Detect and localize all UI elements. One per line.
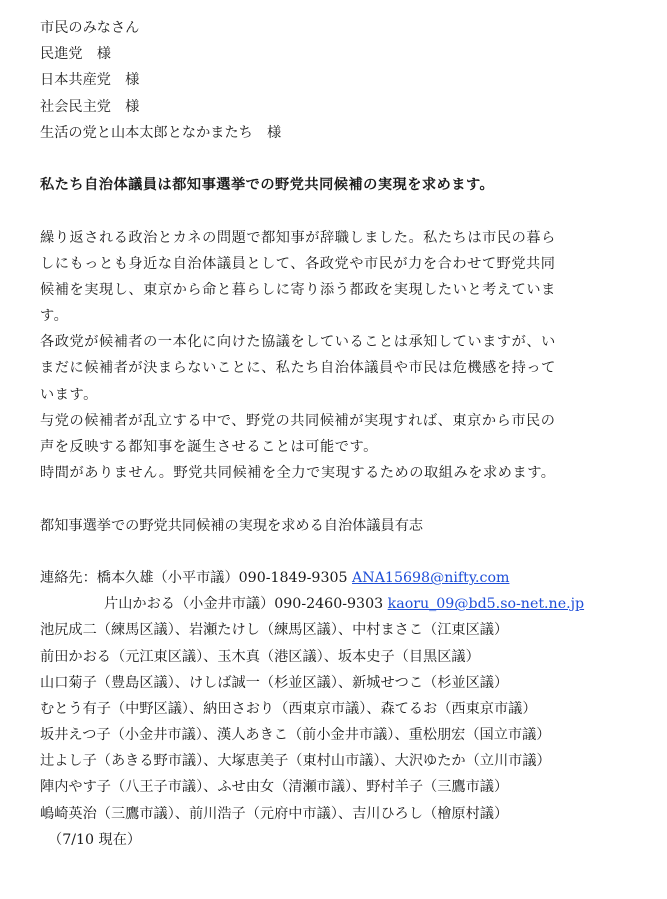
contact-line: [40, 565, 640, 591]
recipient-line: 日本共産党 様: [40, 72, 140, 89]
contact-prefix: 連絡先：: [40, 569, 97, 586]
contact-line: [40, 591, 640, 617]
recipient-line: 民進党 様: [40, 46, 111, 63]
recipient-line: 市民のみなさん: [40, 20, 140, 36]
signer-line: 辻よし子（あきる野市議）、大塚恵美子（東村山市議）、大沢ゆたか（立川市議）: [40, 753, 551, 770]
signer-line: 池尻成二（練馬区議）、岩瀬たけし（練馬区議）、中村まさこ（江東区議）: [40, 622, 509, 639]
body-line: 各政党が候補者の一本化に向けた協議をしていることは承知していますが、い: [40, 334, 556, 351]
spacer: [40, 486, 640, 512]
signer-line: 坂井えつ子（小金井市議）、漢人あきこ（前小金井市議）、重松朋宏（国立市議）: [40, 727, 551, 744]
spacer: [40, 198, 640, 224]
signer-line: 前田かおる（元江東区議）、玉木真（港区議）、坂本史子（目黒区議）: [40, 648, 480, 665]
body-line: 候補を実現し、東京から命と暮らしに寄り添う都政を実現したいと考えていま: [40, 281, 556, 298]
contact-text: 片山かおる（小金井市議）090-2460-9303: [104, 596, 388, 613]
body-line: 与党の候補者が乱立する中で、野党の共同候補が実現すれば、東京から市民の: [40, 412, 556, 429]
contact-text: 橋本久雄（小平市議）090-1849-9305: [96, 569, 353, 586]
body-line: しにもっとも身近な自治体議員として、各政党や市民が力を合わせて野党共同: [40, 255, 556, 272]
body-line: す。: [40, 308, 69, 325]
statement-heading: 私たち自治体議員は都知事選挙での野党共同候補の実現を求めます。: [40, 177, 495, 194]
recipient-line: 社会民主党 様: [40, 98, 140, 115]
signer-line: むとう有子（中野区議）、納田さおり（西東京市議）、森てるお（西東京市議）: [40, 700, 537, 717]
recipient-line: 生活の党と山本太郎となかまたち 様: [40, 124, 282, 141]
email-link[interactable]: ANA15698@nifty.com: [352, 569, 510, 586]
body-line: います。: [40, 386, 98, 403]
signer-line: 嶋崎英治（三鷹市議）、前川浩子（元府中市議）、吉川ひろし（檜原村議）: [40, 805, 509, 822]
body-line: 繰り返される政治とカネの問題で都知事が辞職しました。私たちは市民の暮ら: [40, 229, 556, 246]
spacer: [40, 146, 640, 172]
signers-list: [40, 617, 640, 827]
statement-body: [40, 225, 640, 487]
contacts-block: [40, 565, 640, 617]
body-line: まだに候補者が決まらないことに、私たち自治体議員や市民は危機感を持って: [40, 360, 556, 377]
group-name: 都知事選挙での野党共同候補の実現を求める自治体議員有志: [40, 517, 424, 534]
signer-line: 陣内やす子（八王子市議）、ふせ由女（清瀬市議）、野村羊子（三鷹市議）: [40, 779, 509, 796]
as-of-date: （7/10 現在）: [48, 831, 142, 848]
email-link[interactable]: kaoru_09@bd5.so-net.ne.jp: [387, 596, 585, 613]
body-line: 時間がありません。野党共同候補を全力で実現するための取組みを求めます。: [40, 465, 556, 482]
statement-document: [40, 15, 640, 853]
recipients-block: [40, 15, 640, 146]
body-line: 声を反映する都知事を誕生させることは可能です。: [40, 439, 378, 455]
signer-line: 山口菊子（豊島区議）、けしば誠一（杉並区議）、新城せつこ（杉並区議）: [40, 674, 509, 691]
spacer: [40, 539, 640, 565]
